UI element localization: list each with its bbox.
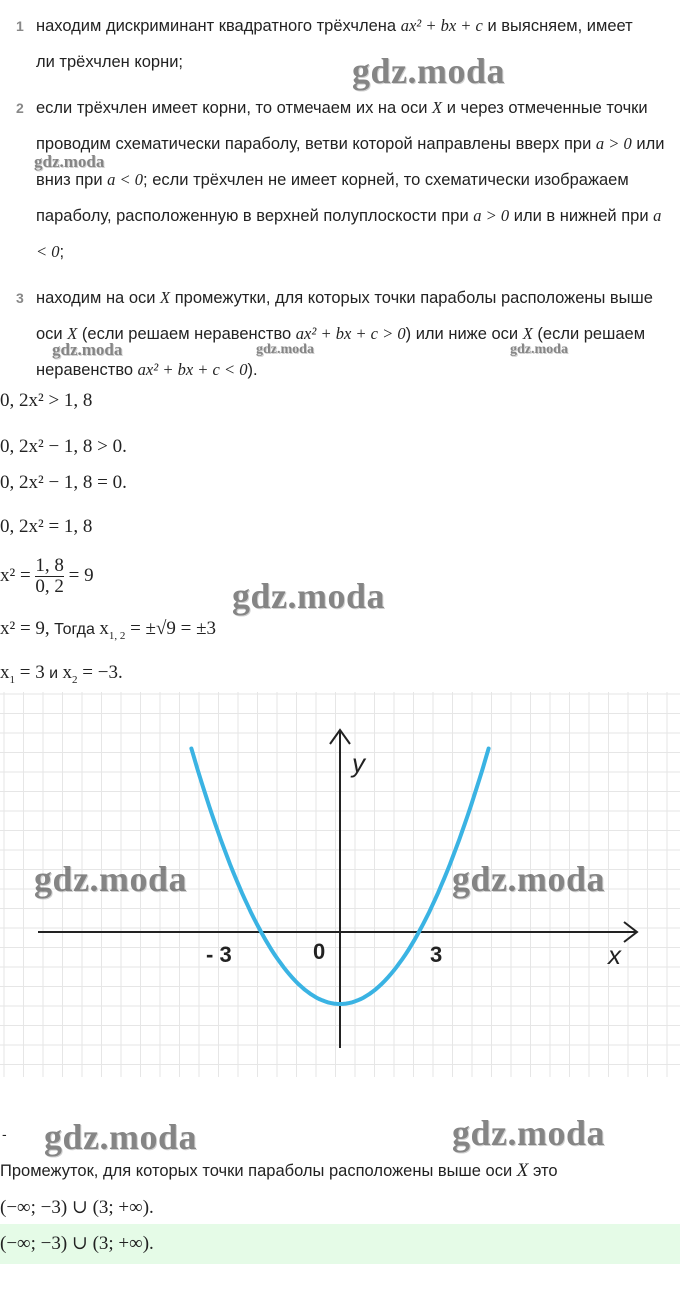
equation-6: x² = 9, Тогда $x_{1, 2} = \pm√9 = \pm 3$ bbox=[0, 618, 217, 642]
watermark: gdz.moda bbox=[452, 1113, 606, 1153]
trinomial-expression: ax² + bx + c bbox=[400, 16, 483, 35]
watermark: gdz.moda bbox=[510, 342, 568, 357]
watermark: gdz.moda bbox=[232, 576, 386, 616]
answer-interval: (−∞; −3) ∪ (3; +∞). bbox=[0, 1233, 154, 1254]
origin-label: 0 bbox=[313, 939, 326, 964]
answer-box bbox=[0, 1224, 680, 1264]
conclusion-interval: (−∞; −3) ∪ (3; +∞). bbox=[0, 1197, 154, 1218]
step-text: находим дискриминант квадратного трёхчлена ax² + bx + c и выясняем, имеет ли трёхчлен корни; bbox=[36, 16, 633, 71]
watermark: gdz.moda bbox=[352, 51, 506, 91]
watermark: gdz.moda bbox=[34, 152, 105, 171]
fraction: $\frac{1, 8}{0, 2}$ bbox=[35, 555, 64, 597]
dash-mark: - bbox=[2, 1126, 7, 1142]
equation-4: 0, 2x² = 1, 8 bbox=[0, 516, 93, 537]
pos-root-label: 3 bbox=[430, 942, 443, 967]
watermark: gdz.moda bbox=[44, 1117, 198, 1157]
watermark: gdz.moda bbox=[52, 340, 123, 359]
watermark: gdz.moda bbox=[452, 859, 606, 899]
neg-root-label: - 3 bbox=[206, 942, 232, 967]
x-axis-label: x bbox=[608, 940, 621, 970]
equation-5: x² = $\frac{1, 8}{0, 2}$ = 9 bbox=[0, 555, 94, 597]
step-number: 3 bbox=[16, 290, 24, 306]
watermark: gdz.moda bbox=[256, 342, 314, 357]
x-axis bbox=[38, 922, 637, 942]
equation-2: 0, 2x² − 1, 8 > 0. bbox=[0, 436, 127, 457]
y-axis-label: y bbox=[352, 748, 365, 778]
equation-7: $x_1 = 3$ и $x_2 = -3$. bbox=[0, 662, 123, 686]
step-text: если трёхчлен имеет корни, то отмечаем их на оси X и через отмеченные точки проводим схематически параболу, ветви которой направлены вверх при a > 0 или вниз при a < 0; если трёхчлен не имеет корней, то схематически изображаем параболу, расположенную в верхней полуплоскости при a > 0 или в нижней при a < 0; bbox=[36, 98, 665, 261]
equation-1: 0, 2x² > 1, 8 bbox=[0, 390, 93, 411]
step-number: 2 bbox=[16, 100, 24, 116]
step-number: 1 bbox=[16, 18, 24, 34]
watermark: gdz.moda bbox=[34, 859, 188, 899]
equation-3: 0, 2x² − 1, 8 = 0. bbox=[0, 472, 127, 493]
step-text: находим на оси X промежутки, для которых точки параболы расположены выше оси X (если решаем неравенство ax² + bx + c > 0) или ниже оси X (если решаем неравенство ax² + bx + c < 0). bbox=[36, 288, 653, 379]
conclusion-text: Промежуток, для которых точки параболы расположены выше оси X это bbox=[0, 1160, 558, 1181]
